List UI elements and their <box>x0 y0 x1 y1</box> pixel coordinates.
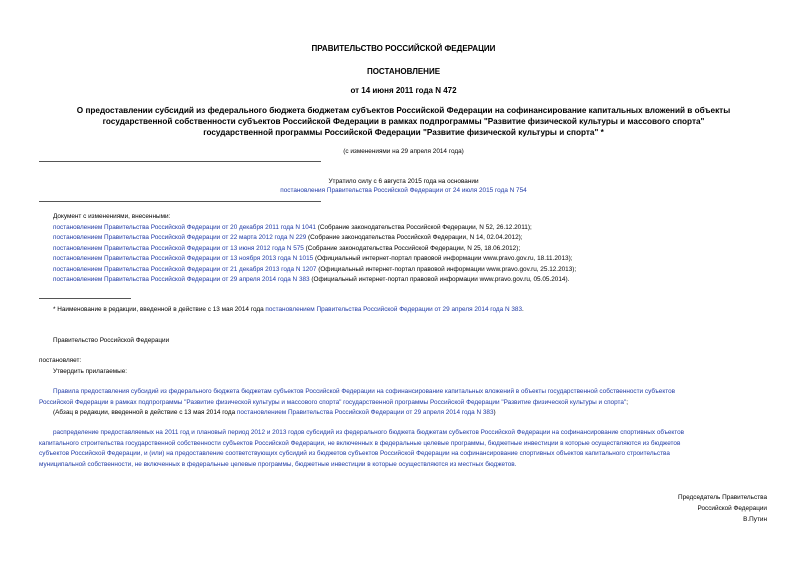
government-label: Правительство Российской Федерации <box>53 337 170 344</box>
rules-link[interactable]: Правила предоставления субсидий из федерального бюджета бюджетам субъектов Российской Федерации на софинансирование капитальных вложений в объекты государственной собственности субъектов <box>53 388 676 395</box>
distribution-link-cont[interactable]: субъектов Российской Федерации, и (или) на предоставление соответствующих субсидий из бюджетов субъектов Российской Федерации на софинансирование спортивных объектов капитального строительства <box>39 450 670 457</box>
distribution-link[interactable]: распределение предоставляемых на 2011 год и плановый период 2012 и 2013 годов субсидий из федерального бюджета бюджетам субъектов Российской Федерации на софинансирование спортивных объектов <box>53 429 685 436</box>
separator-line <box>39 201 321 202</box>
change-source: (Официальный интернет-портал правовой информации www.pravo.gov.ru, 05.05.2014). <box>309 276 570 283</box>
expired-text: Утратило силу с 6 августа 2015 года на основании <box>328 178 479 185</box>
change-link[interactable]: постановлением Правительства Российской Федерации от 13 ноября 2013 года N 1015 <box>53 255 314 262</box>
change-link[interactable]: постановлением Правительства Российской Федерации от 13 июня 2012 года N 575 <box>53 244 304 252</box>
document-title-line-3: государственной программы Российской Федерации "Развитие физической культуры и спорта" * <box>203 128 604 137</box>
change-source: (Собрание законодательства Российской Федерации, N 14, 02.04.2012); <box>306 234 523 241</box>
change-source: (Собрание законодательства Российской Федерации, N 52, 26.12.2011); <box>315 223 532 231</box>
change-link[interactable]: постановлением Правительства Российской Федерации от 22 марта 2012 года N 229 <box>53 234 307 241</box>
list-item <box>53 233 523 244</box>
paragraph-amend-link[interactable]: постановлением Правительства Российской Федерации от 29 апреля 2014 года N 383 <box>236 409 494 416</box>
document-type: ПОСТАНОВЛЕНИЕ <box>366 67 441 76</box>
signature-title: Председатель Правительства <box>678 494 767 501</box>
approve-label: Утвердить прилагаемые: <box>53 368 128 375</box>
list-item <box>53 223 532 234</box>
list-item <box>53 265 576 276</box>
rules-link-cont[interactable]: Российской Федерации в рамках подпрограммы "Развитие физической культуры и массового спорта" государственной программы Российской Федерации "Развитие физической культуры и спорта" <box>39 398 627 406</box>
document-title-line-1: О предоставлении субсидий из федерального бюджета бюджетам субъектов Российской Федерации на софинансирование капитальных вложений в объекты <box>76 106 731 115</box>
government-heading: ПРАВИТЕЛЬСТВО РОССИЙСКОЙ ФЕДЕРАЦИИ <box>311 44 496 53</box>
changes-heading: Документ с изменениями, внесенными: <box>53 213 171 220</box>
change-source: (Официальный интернет-портал правовой информации www.pravo.gov.ru, 25.12.2013); <box>316 265 577 273</box>
signature-org: Российской Федерации <box>697 505 767 512</box>
document-title-line-2: государственной собственности субъектов Российской Федерации в рамках подпрограммы "Развитие физической культуры и массового спорта" <box>102 117 705 126</box>
amendment-note: (с изменениями на 29 апреля 2014 года) <box>343 148 464 155</box>
footnote-link[interactable]: постановлением Правительства Российской Федерации от 29 апреля 2014 года N 383 <box>265 306 523 313</box>
change-link[interactable]: постановлением Правительства Российской Федерации от 20 декабря 2011 года N 1041 <box>53 223 316 231</box>
distribution-link-cont[interactable]: капитального строительства государственной собственности субъектов Российской Федерации, не включенных в федеральные целевые программы, бюджетные инвестиции в которые осуществляются из бюджетов <box>39 439 681 447</box>
signature-name: В.Путин <box>743 516 767 523</box>
change-link[interactable]: постановлением Правительства Российской Федерации от 21 декабря 2013 года N 1207 <box>53 265 317 273</box>
footnote: * Наименование в редакции, введенной в действие с 13 мая 2014 года постановлением Правительства Российской Федерации от 29 апреля 2014 года N 383. <box>53 306 524 313</box>
footnote-separator <box>39 298 131 299</box>
list-item <box>53 275 569 286</box>
expired-link[interactable]: постановления Правительства Российской Федерации от 24 июля 2015 года N 754 <box>280 187 527 194</box>
item-rules: Правила предоставления субсидий из федерального бюджета бюджетам субъектов Российской Федерации на софинансирование капитальных вложений в объекты государственной собственности субъектов Российской Федерации в рамках подпрограммы "Развитие физической культуры и массового спорта" государственной программы Российской Федерации "Развитие физической культуры и спорта"; (Абзац в редакции, введенной в действие с 13 мая 2014 года постановлением Правительства Российской Федерации от 29 апреля 2014 года N 383) <box>39 388 676 416</box>
document-date: от 14 июня 2011 года N 472 <box>350 86 457 95</box>
list-item <box>53 244 520 255</box>
signature-block <box>678 492 767 525</box>
change-source: (Официальный интернет-портал правовой информации www.pravo.gov.ru, 18.11.2013); <box>313 255 573 262</box>
distribution-link-cont[interactable]: муниципальной собственности, не включенных в федеральные целевые программы, бюджетные инвестиции в которые осуществляются из местных бюджетов. <box>39 460 517 468</box>
separator-line <box>39 161 321 162</box>
change-source: (Собрание законодательства Российской Федерации, N 25, 18.06.2012); <box>303 244 521 252</box>
item-distribution <box>39 428 779 470</box>
list-item <box>53 254 573 265</box>
resolves-label: постановляет: <box>39 357 82 364</box>
change-link[interactable]: постановлением Правительства Российской Федерации от 29 апреля 2014 года N 383 <box>53 276 310 283</box>
